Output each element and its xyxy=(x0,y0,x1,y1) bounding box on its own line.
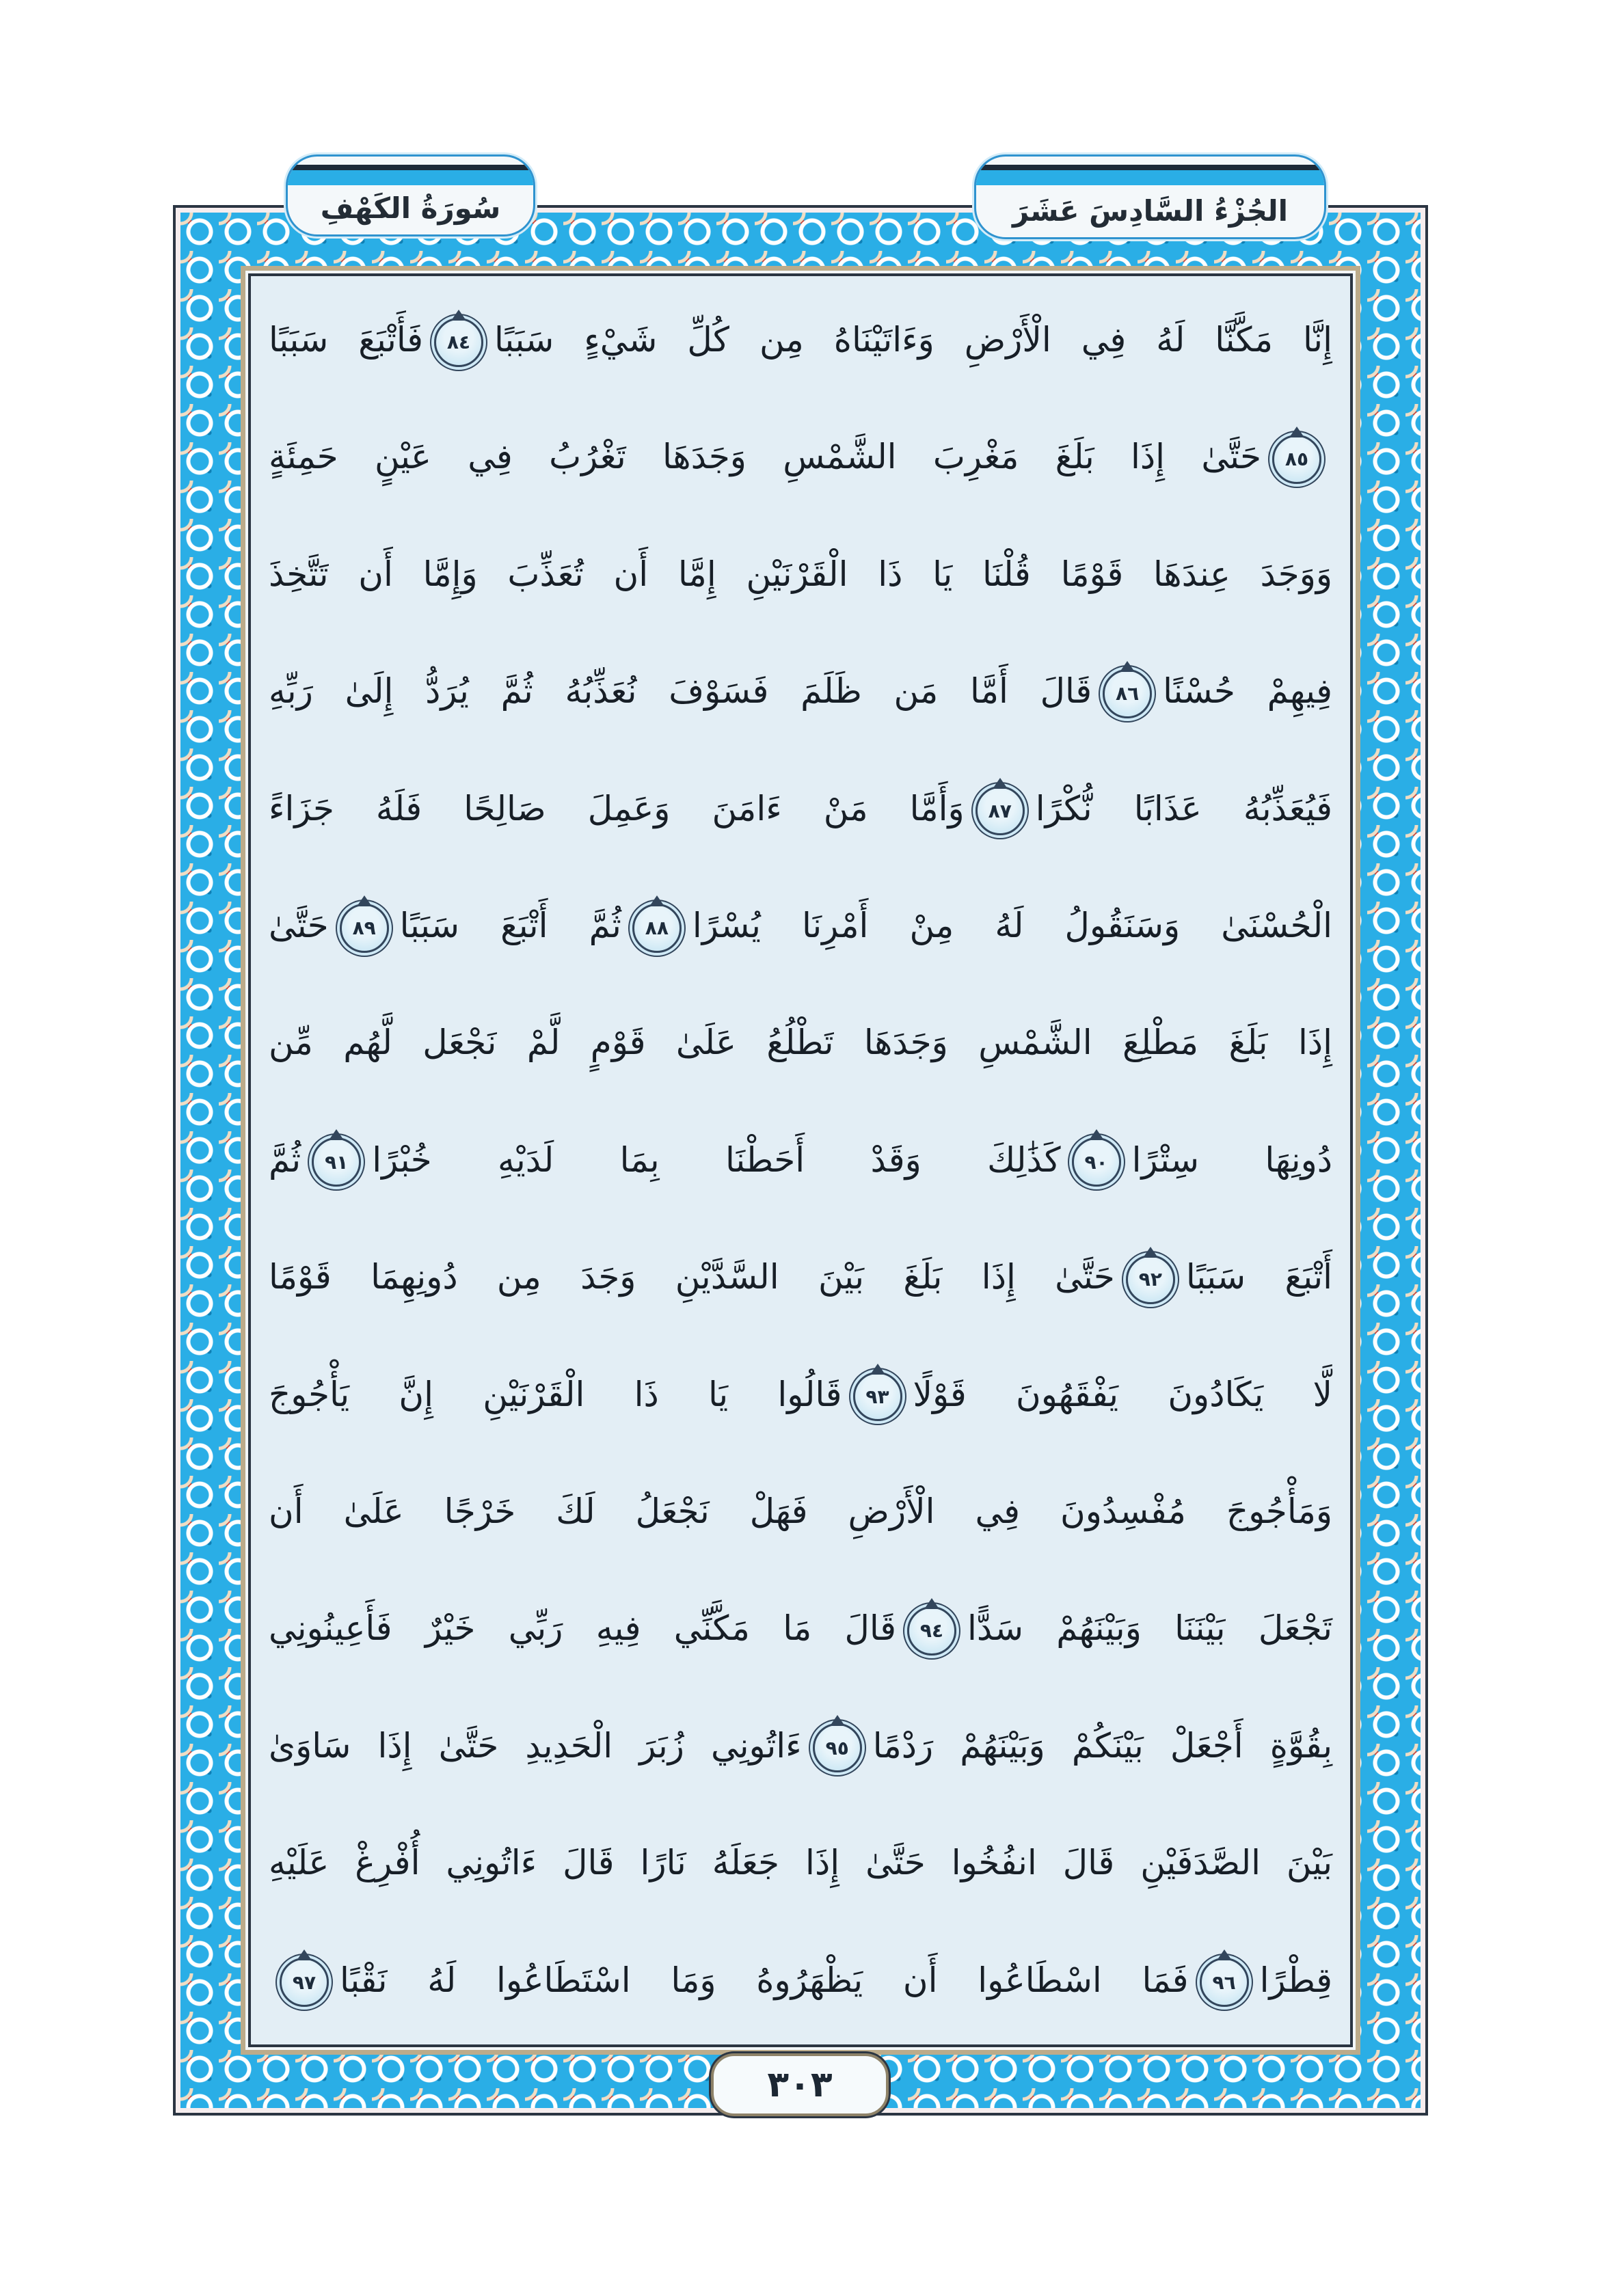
quran-text-segment: بِقُوَّةٍ أَجْعَلْ بَيْنَكُمْ وَبَيْنَهُمْ رَدْمًا xyxy=(872,1725,1332,1766)
verse-number-marker: ٨٦ xyxy=(1103,669,1152,718)
quran-text-segment: لَّا يَكَادُونَ يَفْقَهُونَ قَوْلًا xyxy=(913,1374,1332,1414)
quran-line-11 xyxy=(269,1453,1332,1570)
quran-text-segment: ءَاتُونِي زُبَرَ الْحَدِيدِ حَتَّىٰ إِذَا سَاوَىٰ xyxy=(269,1725,802,1766)
inner-frame-navy-line xyxy=(248,273,1353,2047)
arabesque-border-band xyxy=(180,213,1421,2108)
quran-text-segment: كَذَٰلِكَ وَقَدْ أَحَطْنَا بِمَا لَدَيْهِ خُبْرًا xyxy=(372,1139,1061,1180)
quran-text-segment: الْحُسْنَىٰ وَسَنَقُولُ لَهُ مِنْ أَمْرِنَا يُسْرًا xyxy=(692,906,1332,946)
quran-line-13 xyxy=(269,1688,1332,1805)
quran-line-3 xyxy=(269,516,1332,633)
quran-text-segment: ثُمَّ أَتْبَعَ سَبَبًا xyxy=(399,906,621,946)
quran-line-7 xyxy=(269,984,1332,1101)
verse-number-marker: ٨٧ xyxy=(976,786,1025,835)
quran-line-5 xyxy=(269,751,1332,867)
quran-text-segment: قَالَ أَمَّا مَن ظَلَمَ فَسَوْفَ نُعَذِّبُهُ ثُمَّ يُرَدُّ إِلَىٰ رَبِّهِ xyxy=(269,671,1092,712)
quran-line-10 xyxy=(269,1336,1332,1453)
quran-text-segment: فَمَا اسْطَاعُوا أَن يَظْهَرُوهُ وَمَا اسْتَطَاعُوا لَهُ نَقْبًا xyxy=(340,1960,1189,2000)
juz-title-cartouche xyxy=(974,154,1326,239)
page-number: ٣٠٣ xyxy=(767,2064,833,2105)
cartouche-top-stripe xyxy=(976,165,1324,185)
decorative-border-frame xyxy=(173,205,1428,2116)
quran-text-segment: وَمَأْجُوجَ مُفْسِدُونَ فِي الْأَرْضِ فَهَلْ نَجْعَلُ لَكَ خَرْجًا عَلَىٰ أَن xyxy=(269,1491,1332,1532)
cartouche-top-stripe xyxy=(288,165,533,185)
verse-number-marker: ٩٣ xyxy=(853,1372,902,1421)
quran-text-segment: وَأَمَّا مَنْ ءَامَنَ وَعَمِلَ صَالِحًا فَلَهُ جَزَاءً xyxy=(269,788,965,828)
quran-line-14 xyxy=(269,1805,1332,1921)
verse-number-marker: ٨٩ xyxy=(340,904,389,953)
quran-text-segment: فَيُعَذِّبُهُ عَذَابًا نُّكْرًا xyxy=(1035,788,1332,828)
verse-number-marker: ٩٥ xyxy=(813,1723,862,1772)
verse-number-marker: ٩٦ xyxy=(1200,1958,1249,2007)
inner-frame-light-line xyxy=(245,271,1356,2050)
quran-line-8 xyxy=(269,1102,1332,1219)
quran-text-segment: وَوَجَدَ عِندَهَا قَوْمًا قُلْنَا يَا ذَا الْقَرْنَيْنِ إِمَّا أَن تُعَذِّبَ وَإِمَّا أَن تَتَّخِذَ xyxy=(269,554,1332,594)
surah-title: سُورَةُ الكَهْفِ xyxy=(320,191,501,225)
verse-number-marker: ٩٤ xyxy=(907,1606,956,1656)
surah-title-cartouche xyxy=(286,154,535,237)
inner-frame-tan-line xyxy=(241,266,1360,2055)
quran-line-4 xyxy=(269,633,1332,750)
juz-title: الجُزْءُ السَّادِسَ عَشَرَ xyxy=(1012,194,1289,228)
quran-text-area xyxy=(251,276,1350,2044)
quran-text-segment: قِطْرًا xyxy=(1259,1960,1332,2000)
quran-line-15 xyxy=(269,1922,1332,2039)
quran-text-segment: إِنَّا مَكَّنَّا لَهُ فِي الْأَرْضِ وَءَاتَيْنَاهُ مِن كُلِّ شَيْءٍ سَبَبًا xyxy=(494,320,1332,360)
quran-text-segment: إِذَا بَلَغَ مَطْلِعَ الشَّمْسِ وَجَدَهَا تَطْلُعُ عَلَىٰ قَوْمٍ لَّمْ نَجْعَل لَّهُم مِّن xyxy=(269,1023,1332,1063)
quran-text-segment: حَتَّىٰ إِذَا بَلَغَ مَغْرِبَ الشَّمْسِ وَجَدَهَا تَغْرُبُ فِي عَيْنٍ حَمِئَةٍ xyxy=(269,437,1261,477)
verse-number-marker: ٩٠ xyxy=(1072,1137,1121,1187)
quran-text-segment: تَجْعَلَ بَيْنَنَا وَبَيْنَهُمْ سَدًّا xyxy=(967,1608,1332,1649)
quran-line-6 xyxy=(269,867,1332,984)
verse-number-marker: ٨٨ xyxy=(632,904,682,953)
quran-line-2 xyxy=(269,399,1332,515)
quran-line-9 xyxy=(269,1219,1332,1336)
quran-text-segment: بَيْنَ الصَّدَفَيْنِ قَالَ انفُخُوا حَتَّىٰ إِذَا جَعَلَهُ نَارًا قَالَ ءَاتُونِي أُفْرِغْ عَلَيْهِ xyxy=(269,1843,1332,1883)
quran-text-segment: دُونِهَا سِتْرًا xyxy=(1131,1139,1332,1180)
quran-text-segment: حَتَّىٰ xyxy=(269,906,329,946)
quran-text-segment: قَالَ مَا مَكَّنِّي فِيهِ رَبِّي خَيْرٌ فَأَعِينُونِي xyxy=(269,1608,896,1649)
page-number-cartouche xyxy=(711,2053,889,2116)
quran-text-segment: حَتَّىٰ إِذَا بَلَغَ بَيْنَ السَّدَّيْنِ وَجَدَ مِن دُونِهِمَا قَوْمًا xyxy=(269,1257,1115,1297)
verse-number-marker: ٩٧ xyxy=(280,1958,329,2007)
verse-number-marker: ٨٥ xyxy=(1272,435,1321,484)
verse-number-marker: ٩٢ xyxy=(1126,1255,1175,1304)
quran-text-segment: قَالُوا يَا ذَا الْقَرْنَيْنِ إِنَّ يَأْجُوجَ xyxy=(269,1374,842,1414)
quran-text-segment: أَتْبَعَ سَبَبًا xyxy=(1185,1257,1332,1297)
quran-text-segment: فِيهِمْ حُسْنًا xyxy=(1163,671,1332,712)
quran-line-1 xyxy=(269,282,1332,399)
verse-number-marker: ٩١ xyxy=(312,1137,361,1187)
quran-text-segment: فَأَتْبَعَ سَبَبًا xyxy=(269,320,424,360)
verse-number-marker: ٨٤ xyxy=(434,318,483,367)
quran-text-segment: ثُمَّ xyxy=(269,1139,301,1180)
quran-line-12 xyxy=(269,1570,1332,1687)
